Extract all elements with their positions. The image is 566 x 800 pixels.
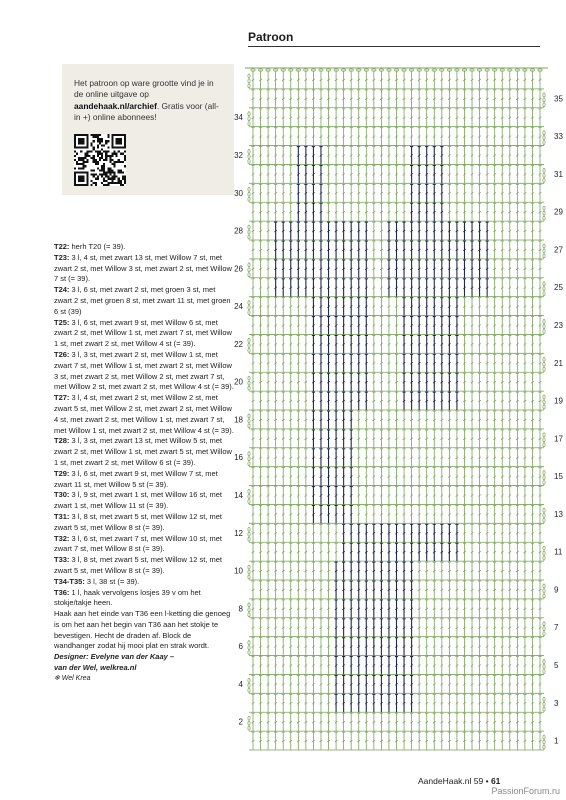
chain-oval — [543, 594, 545, 598]
row-label: T23: — [54, 252, 70, 262]
chain-oval — [248, 376, 250, 380]
row-text: 3 l, 6 st, met zwart 9 st, met Willow 7 st, met zwart 11 st, met Willow 5 st (= 39). — [54, 468, 218, 489]
row-number-right: 21 — [554, 358, 563, 368]
chain-oval — [248, 419, 250, 423]
chain-oval — [447, 69, 451, 71]
chain-oval — [543, 589, 545, 593]
row-label: T27: — [54, 393, 70, 403]
chain-oval — [334, 69, 338, 71]
chain-oval — [543, 103, 545, 107]
chain-oval — [543, 443, 545, 447]
chain-oval — [248, 678, 250, 682]
chain-oval — [543, 471, 545, 475]
magazine-name: AandeHaak.nl 59 — [418, 776, 484, 786]
chain-oval — [248, 462, 250, 466]
chain-oval — [543, 660, 545, 664]
row-text: 3 l, 38 st (= 39). — [84, 576, 140, 586]
chain-oval — [543, 249, 545, 253]
row-number-right: 23 — [554, 321, 563, 330]
row-number-left: 4 — [238, 679, 243, 689]
chain-oval — [248, 457, 250, 461]
qr-code-icon[interactable] — [74, 134, 126, 186]
chain-oval — [543, 481, 545, 485]
row-number-left: 2 — [238, 717, 243, 727]
chain-oval — [543, 735, 545, 739]
chain-oval — [248, 641, 250, 645]
chain-oval — [341, 69, 345, 71]
chain-oval — [402, 69, 406, 71]
instruction-row — [54, 393, 234, 436]
instruction-row — [54, 318, 234, 350]
chain-oval — [543, 622, 545, 626]
row-label: T28: — [54, 436, 70, 446]
chain-oval — [543, 287, 545, 291]
archive-link[interactable]: aandehaak.nl/archief — [74, 100, 157, 111]
chain-oval — [248, 527, 250, 531]
row-text: 1 l, haak vervolgens losjes 39 v om het stokje/takje heen. — [54, 587, 201, 608]
chain-oval — [248, 575, 250, 579]
chain-oval — [515, 69, 519, 71]
chain-oval — [543, 93, 545, 97]
chain-oval — [248, 424, 250, 428]
instruction-row — [54, 588, 234, 610]
row-label: T25: — [54, 317, 70, 327]
chain-oval — [485, 69, 489, 71]
row-number-right: 5 — [554, 661, 559, 670]
chain-oval — [543, 508, 545, 512]
row-text: 3 l, 9 st, met zwart 1 st, met Willow 16 st, met zwart 1 st, met Willow 11 st (= 39). — [54, 490, 222, 511]
chain-oval — [500, 69, 504, 71]
chain-oval — [319, 69, 323, 71]
chain-oval — [248, 197, 250, 201]
row-label: T29: — [54, 468, 70, 478]
chain-oval — [543, 98, 545, 102]
chain-oval — [543, 168, 545, 172]
chain-oval — [543, 584, 545, 588]
chain-oval — [248, 532, 250, 536]
row-label: T22: — [54, 242, 70, 251]
crochet-chart — [228, 60, 562, 760]
row-number-left: 24 — [234, 302, 243, 312]
row-label: T24: — [54, 285, 70, 295]
page-title: Patroon — [248, 30, 294, 44]
instruction-row — [54, 512, 234, 534]
row-number-right: 9 — [554, 585, 559, 595]
chain-oval — [258, 69, 262, 71]
chain-oval — [248, 154, 250, 158]
row-number-right: 31 — [554, 169, 563, 179]
row-text: 3 l, 3 st, met zwart 2 st, met Willow 1 st, met zwart 7 st, met Willow 1 st, met zwart 2 st, met Willow 3 st, met zwart 2 st, met Willow 2 st, met zwart 7 st, met Willow 2 st, met zwart 2 st, met Willow 4 st (= 39). — [54, 349, 234, 392]
row-number-right: 1 — [554, 736, 559, 746]
chain-oval — [248, 150, 250, 154]
row-text: 3 l, 6 st, met zwart 9 st, met Willow 6 st, met zwart 2 st, met Willow 1 st, met zwart 7 st, met Willow 1 st, met zwart 2 st, met Willow 4 st (= 39). — [54, 317, 232, 349]
row-label: T32: — [54, 533, 70, 543]
chain-oval — [543, 206, 545, 210]
chain-oval — [248, 646, 250, 650]
instruction-row — [54, 285, 234, 317]
chain-oval — [508, 69, 512, 71]
promo-line1: Het patroon op ware grootte vind je in de online uitgave op — [74, 78, 214, 100]
row-number-right: 29 — [554, 207, 563, 217]
row-number-left: 34 — [234, 113, 243, 123]
chain-oval — [248, 343, 250, 347]
closing-text: Haak aan het einde van T36 een l-ketting die genoeg is om het aan het begin van T36 aan het stokje te bevestigen. Hecht de draden af. Block de wandhanger zodat hij mooi plat en strak wordt. — [54, 609, 231, 651]
row-number-left: 16 — [234, 453, 243, 463]
chain-oval — [543, 669, 545, 673]
designer-line2: van der Wel, welkrea.nl — [54, 663, 137, 673]
row-number-right: 15 — [554, 472, 563, 482]
row-number-left: 8 — [238, 604, 243, 614]
chain-oval — [326, 69, 330, 71]
chain-oval — [462, 69, 466, 71]
row-label: T33: — [54, 555, 70, 565]
instruction-row — [54, 555, 234, 577]
chain-oval — [543, 211, 545, 215]
chain-oval — [543, 664, 545, 668]
page-footer — [418, 776, 500, 786]
page-number: 61 — [490, 776, 501, 786]
chain-oval — [543, 632, 545, 636]
chain-oval — [543, 131, 545, 135]
instruction-row — [54, 436, 234, 468]
designer-line1: Designer: Evelyne van der Kaay – — [54, 652, 175, 662]
chain-oval — [543, 395, 545, 399]
chain-oval — [248, 273, 250, 277]
chain-oval — [543, 141, 545, 145]
row-label: T34-T35: — [54, 576, 85, 586]
footer-bullet: • — [485, 776, 489, 786]
chain-oval — [281, 69, 285, 71]
row-number-right: 25 — [554, 283, 563, 293]
chain-oval — [425, 69, 429, 71]
chain-oval — [248, 306, 250, 310]
chain-oval — [543, 173, 545, 177]
chain-oval — [543, 707, 545, 711]
row-text: 3 l, 8 st, met zwart 5 st, met Willow 12 st, met zwart 5 st, met Willow 8 st (= 39). — [54, 555, 222, 575]
row-number-left: 20 — [234, 377, 243, 387]
instruction-row — [54, 350, 234, 393]
chain-oval — [273, 69, 277, 71]
chain-oval — [266, 69, 270, 71]
chain-oval — [543, 320, 545, 324]
row-label: T36: — [54, 587, 70, 597]
chain-oval — [248, 414, 250, 418]
chain-oval — [543, 244, 545, 248]
chain-oval — [248, 721, 250, 725]
chain-oval — [477, 69, 481, 71]
chain-oval — [248, 112, 250, 116]
chain-oval — [543, 513, 545, 517]
chain-oval — [543, 178, 545, 182]
chain-oval — [543, 324, 545, 328]
row-label: T31: — [54, 511, 70, 521]
title-rule — [248, 46, 540, 47]
chain-oval — [432, 69, 436, 71]
chain-oval — [248, 117, 250, 121]
row-number-left: 32 — [234, 151, 243, 160]
chain-oval — [311, 69, 315, 71]
row-number-left: 14 — [234, 491, 243, 500]
row-number-right: 27 — [554, 245, 563, 255]
chain-oval — [248, 651, 250, 655]
chain-oval — [251, 69, 255, 71]
chain-oval — [543, 362, 545, 366]
row-number-right: 35 — [554, 94, 563, 104]
chain-oval — [248, 225, 250, 229]
chain-oval — [248, 311, 250, 315]
row-text: 3 l, 6 st, met zwart 2 st, met groen 3 st, met zwart 2 st, met groen 8 st, met zwart 11 st, met groen 6 st (39) — [54, 285, 231, 316]
promo-text — [74, 78, 224, 123]
promo-box — [62, 64, 234, 195]
row-number-right: 17 — [554, 434, 563, 444]
row-number-right: 19 — [554, 396, 563, 406]
chain-oval — [543, 697, 545, 701]
chain-oval — [440, 69, 444, 71]
chain-oval — [248, 683, 250, 687]
chain-oval — [248, 338, 250, 342]
chain-oval — [304, 69, 308, 71]
chain-oval — [248, 348, 250, 352]
chain-oval — [248, 74, 250, 78]
chain-oval — [523, 69, 527, 71]
chain-oval — [248, 490, 250, 494]
chain-oval — [543, 292, 545, 296]
row-number-right: 3 — [554, 698, 559, 708]
row-number-left: 12 — [234, 528, 243, 538]
chain-oval — [455, 69, 459, 71]
row-number-left: 30 — [234, 188, 243, 198]
chain-oval — [248, 230, 250, 234]
instruction-row — [54, 469, 234, 491]
chain-oval — [543, 433, 545, 437]
chain-oval — [543, 329, 545, 333]
chain-oval — [248, 688, 250, 692]
chain-oval — [379, 69, 383, 71]
row-text: 3 l, 3 st, met zwart 13 st, met Willow 5 st, met zwart 2 st, met Willow 1 st, met zwart 5 st, met Willow 1 st, met zwart 2 st, met Willow 6 st (= 39). — [54, 436, 232, 467]
chain-oval — [248, 268, 250, 272]
chain-oval — [543, 702, 545, 706]
chain-oval — [543, 551, 545, 555]
row-number-right: 11 — [554, 547, 563, 557]
chain-oval — [417, 69, 421, 71]
row-number-left: 26 — [234, 264, 243, 274]
chain-oval — [543, 438, 545, 442]
row-label: T30: — [54, 490, 70, 500]
row-text: 3 l, 4 st, met zwart 13 st, met Willow 7 st, met zwart 2 st, met Willow 3 st, met zwart 2 st, met Willow 7 st (= 39). — [54, 252, 232, 284]
chain-oval — [349, 69, 353, 71]
chain-oval — [248, 301, 250, 305]
row-number-right: 13 — [554, 509, 563, 519]
chain-oval — [248, 187, 250, 191]
chain-oval — [538, 69, 542, 71]
chain-oval — [409, 69, 413, 71]
row-number-left: 18 — [234, 415, 243, 425]
chain-oval — [248, 565, 250, 569]
chain-oval — [357, 69, 361, 71]
designer-credit: ❄ Wel Krea — [54, 674, 91, 682]
chain-oval — [248, 613, 250, 617]
chain-oval — [248, 122, 250, 126]
chain-oval — [248, 386, 250, 390]
instruction-row — [54, 253, 234, 285]
chain-oval — [543, 136, 545, 140]
chain-oval — [248, 716, 250, 720]
chain-oval — [543, 400, 545, 404]
instruction-row — [54, 534, 234, 556]
chain-oval — [543, 740, 545, 744]
row-text: 3 l, 6 st, met zwart 7 st, met Willow 10 st, met zwart 7 st, met Willow 8 st (= 39). — [54, 533, 222, 554]
instruction-row — [54, 577, 234, 588]
row-number-left: 10 — [234, 566, 243, 576]
chain-oval — [248, 159, 250, 163]
chain-oval — [543, 556, 545, 560]
chain-oval — [248, 494, 250, 498]
row-text: 3 l, 4 st, met zwart 2 st, met Willow 2 st, met zwart 5 st, met Willow 2 st, met zwart 2 st, met Willow 4 st, met zwart 2 st, met Willow 1 st, met zwart 7 st, met Willow 1 st, met zwart 2 st, met Willow 4 st (= 39). — [54, 393, 234, 435]
chain-oval — [289, 69, 293, 71]
chain-oval — [543, 476, 545, 480]
chain-oval — [248, 537, 250, 541]
chain-oval — [530, 69, 534, 71]
chain-oval — [248, 192, 250, 196]
row-text: herh T20 (= 39). — [69, 242, 126, 251]
chain-oval — [543, 282, 545, 286]
chain-oval — [248, 79, 250, 83]
chain-oval — [387, 69, 391, 71]
chain-oval — [543, 367, 545, 371]
chain-oval — [248, 84, 250, 88]
watermark: PassionForum.ru — [491, 786, 560, 796]
row-number-right: 7 — [554, 623, 559, 633]
chain-oval — [248, 726, 250, 730]
chain-oval — [543, 357, 545, 361]
chain-oval — [364, 69, 368, 71]
row-number-left: 6 — [238, 642, 243, 652]
chain-oval — [543, 627, 545, 631]
chain-oval — [543, 216, 545, 220]
chain-oval — [296, 69, 300, 71]
chain-oval — [543, 518, 545, 522]
chain-oval — [543, 745, 545, 749]
row-text: 3 l, 8 st, met zwart 5 st, met Willow 12 st, met zwart 5 st, met Willow 8 st (= 39). — [54, 511, 222, 532]
chain-oval — [492, 69, 496, 71]
instruction-row — [54, 242, 234, 253]
chain-oval — [543, 546, 545, 550]
chain-oval — [248, 263, 250, 267]
chain-oval — [248, 570, 250, 574]
chain-oval — [543, 405, 545, 409]
chain-oval — [470, 69, 474, 71]
promo-line2: . Gratis voor (all-in +) online abonnees! — [74, 100, 219, 122]
chain-oval — [248, 608, 250, 612]
instruction-row — [54, 490, 234, 512]
instructions — [54, 242, 234, 685]
chain-oval — [394, 69, 398, 71]
row-label: T26: — [54, 349, 70, 359]
chain-oval — [248, 381, 250, 385]
chain-oval — [372, 69, 376, 71]
chain-oval — [248, 603, 250, 607]
chain-oval — [248, 452, 250, 456]
row-number-left: 28 — [234, 226, 243, 236]
row-number-left: 22 — [234, 339, 243, 349]
chain-oval — [248, 235, 250, 239]
row-number-right: 33 — [554, 132, 563, 142]
chain-oval — [543, 254, 545, 258]
chain-oval — [248, 499, 250, 503]
